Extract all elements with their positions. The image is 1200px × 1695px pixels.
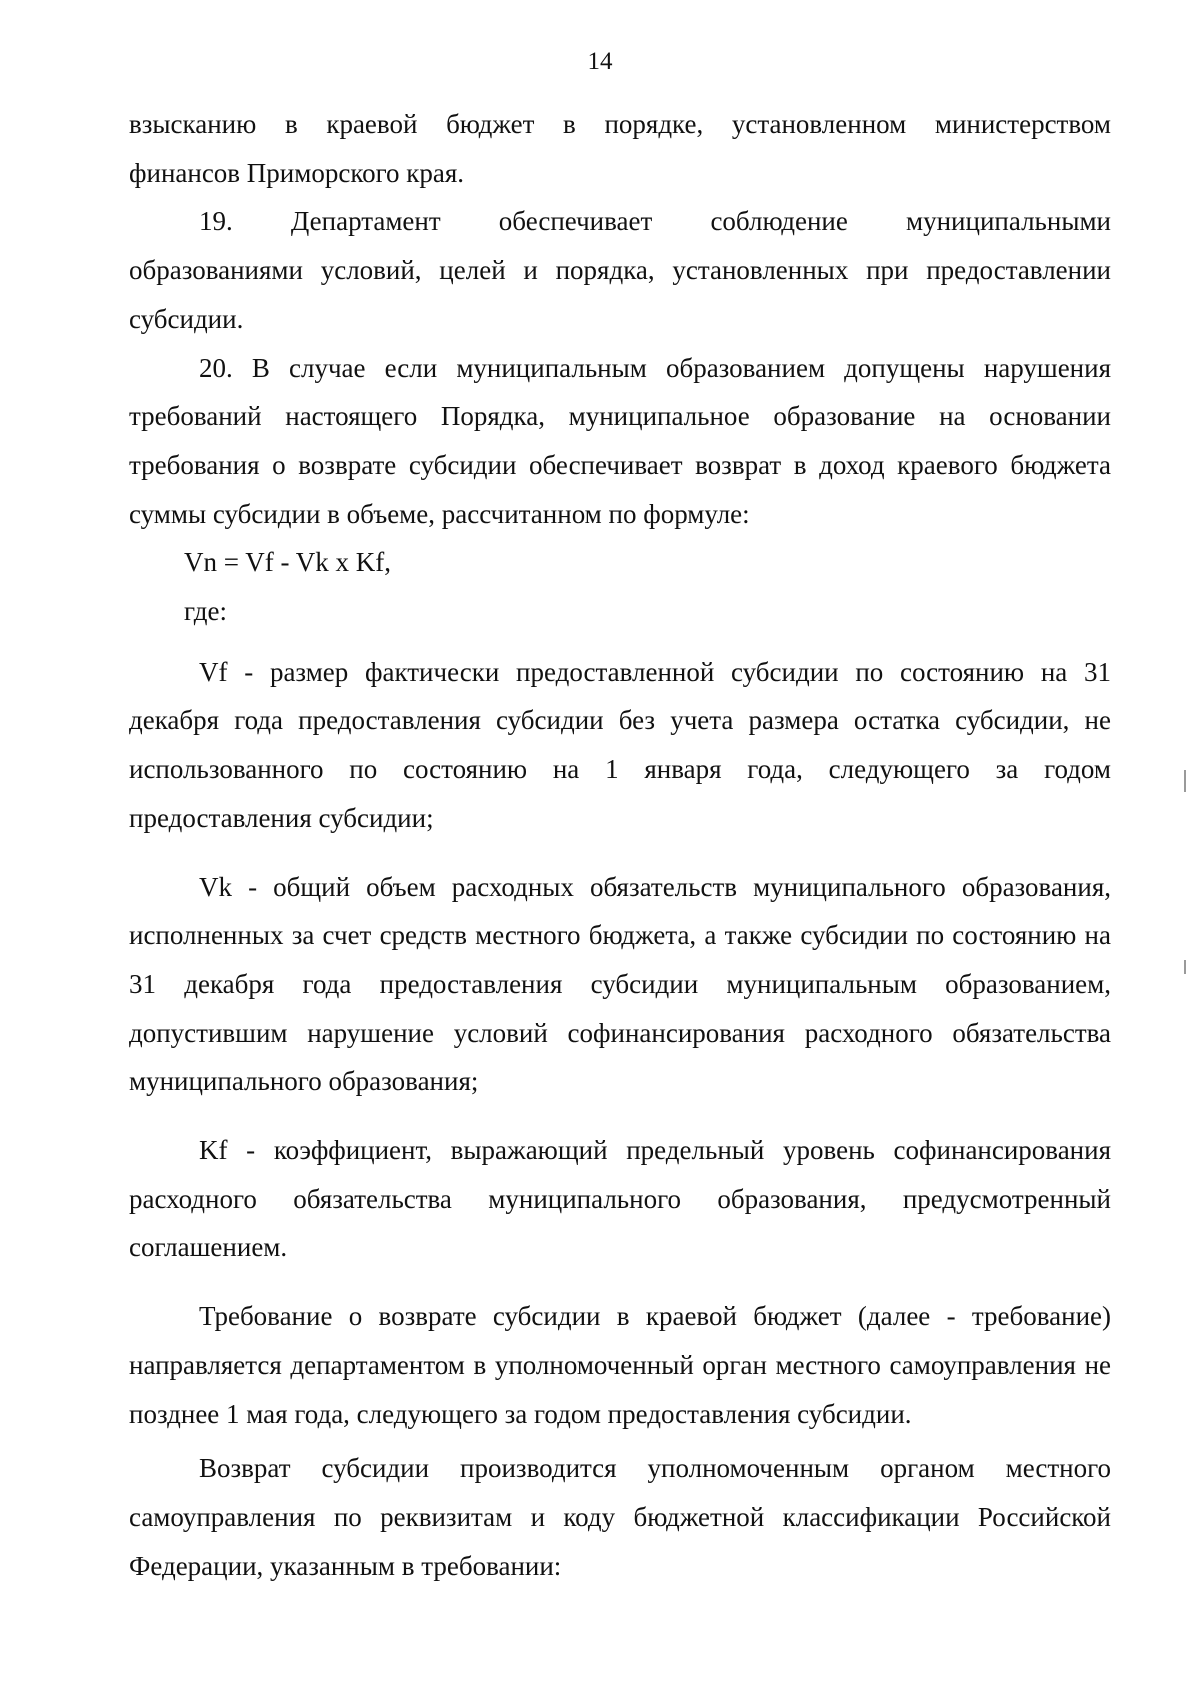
paragraph-continuation-line2: финансов Приморского края. bbox=[129, 157, 464, 188]
paragraph-refund: Возврат субсидии производится уполномоченным органом местного самоуправления по реквизитам и коду бюджетной классификации Российской Федерации, указанным в требовании: bbox=[129, 1453, 1111, 1581]
document-body bbox=[129, 100, 1111, 1590]
paragraph-requirement: Требование о возврате субсидии в краевой бюджет (далее - требование) направляется департаментом в уполномоченный орган местного самоуправления не позднее 1 мая года, следующего за годом предоставления субсидии. bbox=[129, 1301, 1111, 1429]
formula-where-label: где: bbox=[184, 596, 227, 627]
paragraph-19-line1: 19. Департамент обеспечивает соблюдение муниципальными bbox=[199, 206, 1111, 237]
page-number: 14 bbox=[587, 48, 613, 75]
paragraph-continuation-line1: взысканию в краевой бюджет в порядке, установленном министерством bbox=[129, 109, 1111, 139]
scan-edge-mark bbox=[1184, 960, 1186, 974]
definition-vf: Vf - размер фактически предоставленной субсидии по состоянию на 31 декабря года предоставления субсидии без учета размера остатка субсидии, не использованного по состоянию на 1 января года, следующего за годом предоставления субсидии; bbox=[129, 656, 1111, 833]
scan-edge-mark bbox=[1184, 770, 1186, 792]
definition-vk: Vk - общий объем расходных обязательств муниципального образования, исполненных за счет средств местного бюджета, а также субсидии по состоянию на 31 декабря года предоставления субсидии муниципальным образованием, допустившим нарушение условий софинансирования расходного обязательства муниципального образования; bbox=[129, 871, 1111, 1097]
definition-kf: Kf - коэффициент, выражающий предельный уровень софинансирования расходного обязательства муниципального образования, предусмотренный соглашением. bbox=[129, 1135, 1111, 1263]
refund-formula: Vn = Vf - Vk x Kf, bbox=[184, 547, 391, 578]
paragraph-19-rest: образованиями условий, целей и порядка, установленных при предоставлении субсидии. bbox=[129, 255, 1111, 334]
paragraph-20: 20. В случае если муниципальным образованием допущены нарушения требований настоящего Порядка, муниципальное образование на основании требования о возврате субсидии обеспечивает возврат в доход краевого бюджета суммы субсидии в объеме, рассчитанном по формуле: bbox=[129, 352, 1111, 529]
